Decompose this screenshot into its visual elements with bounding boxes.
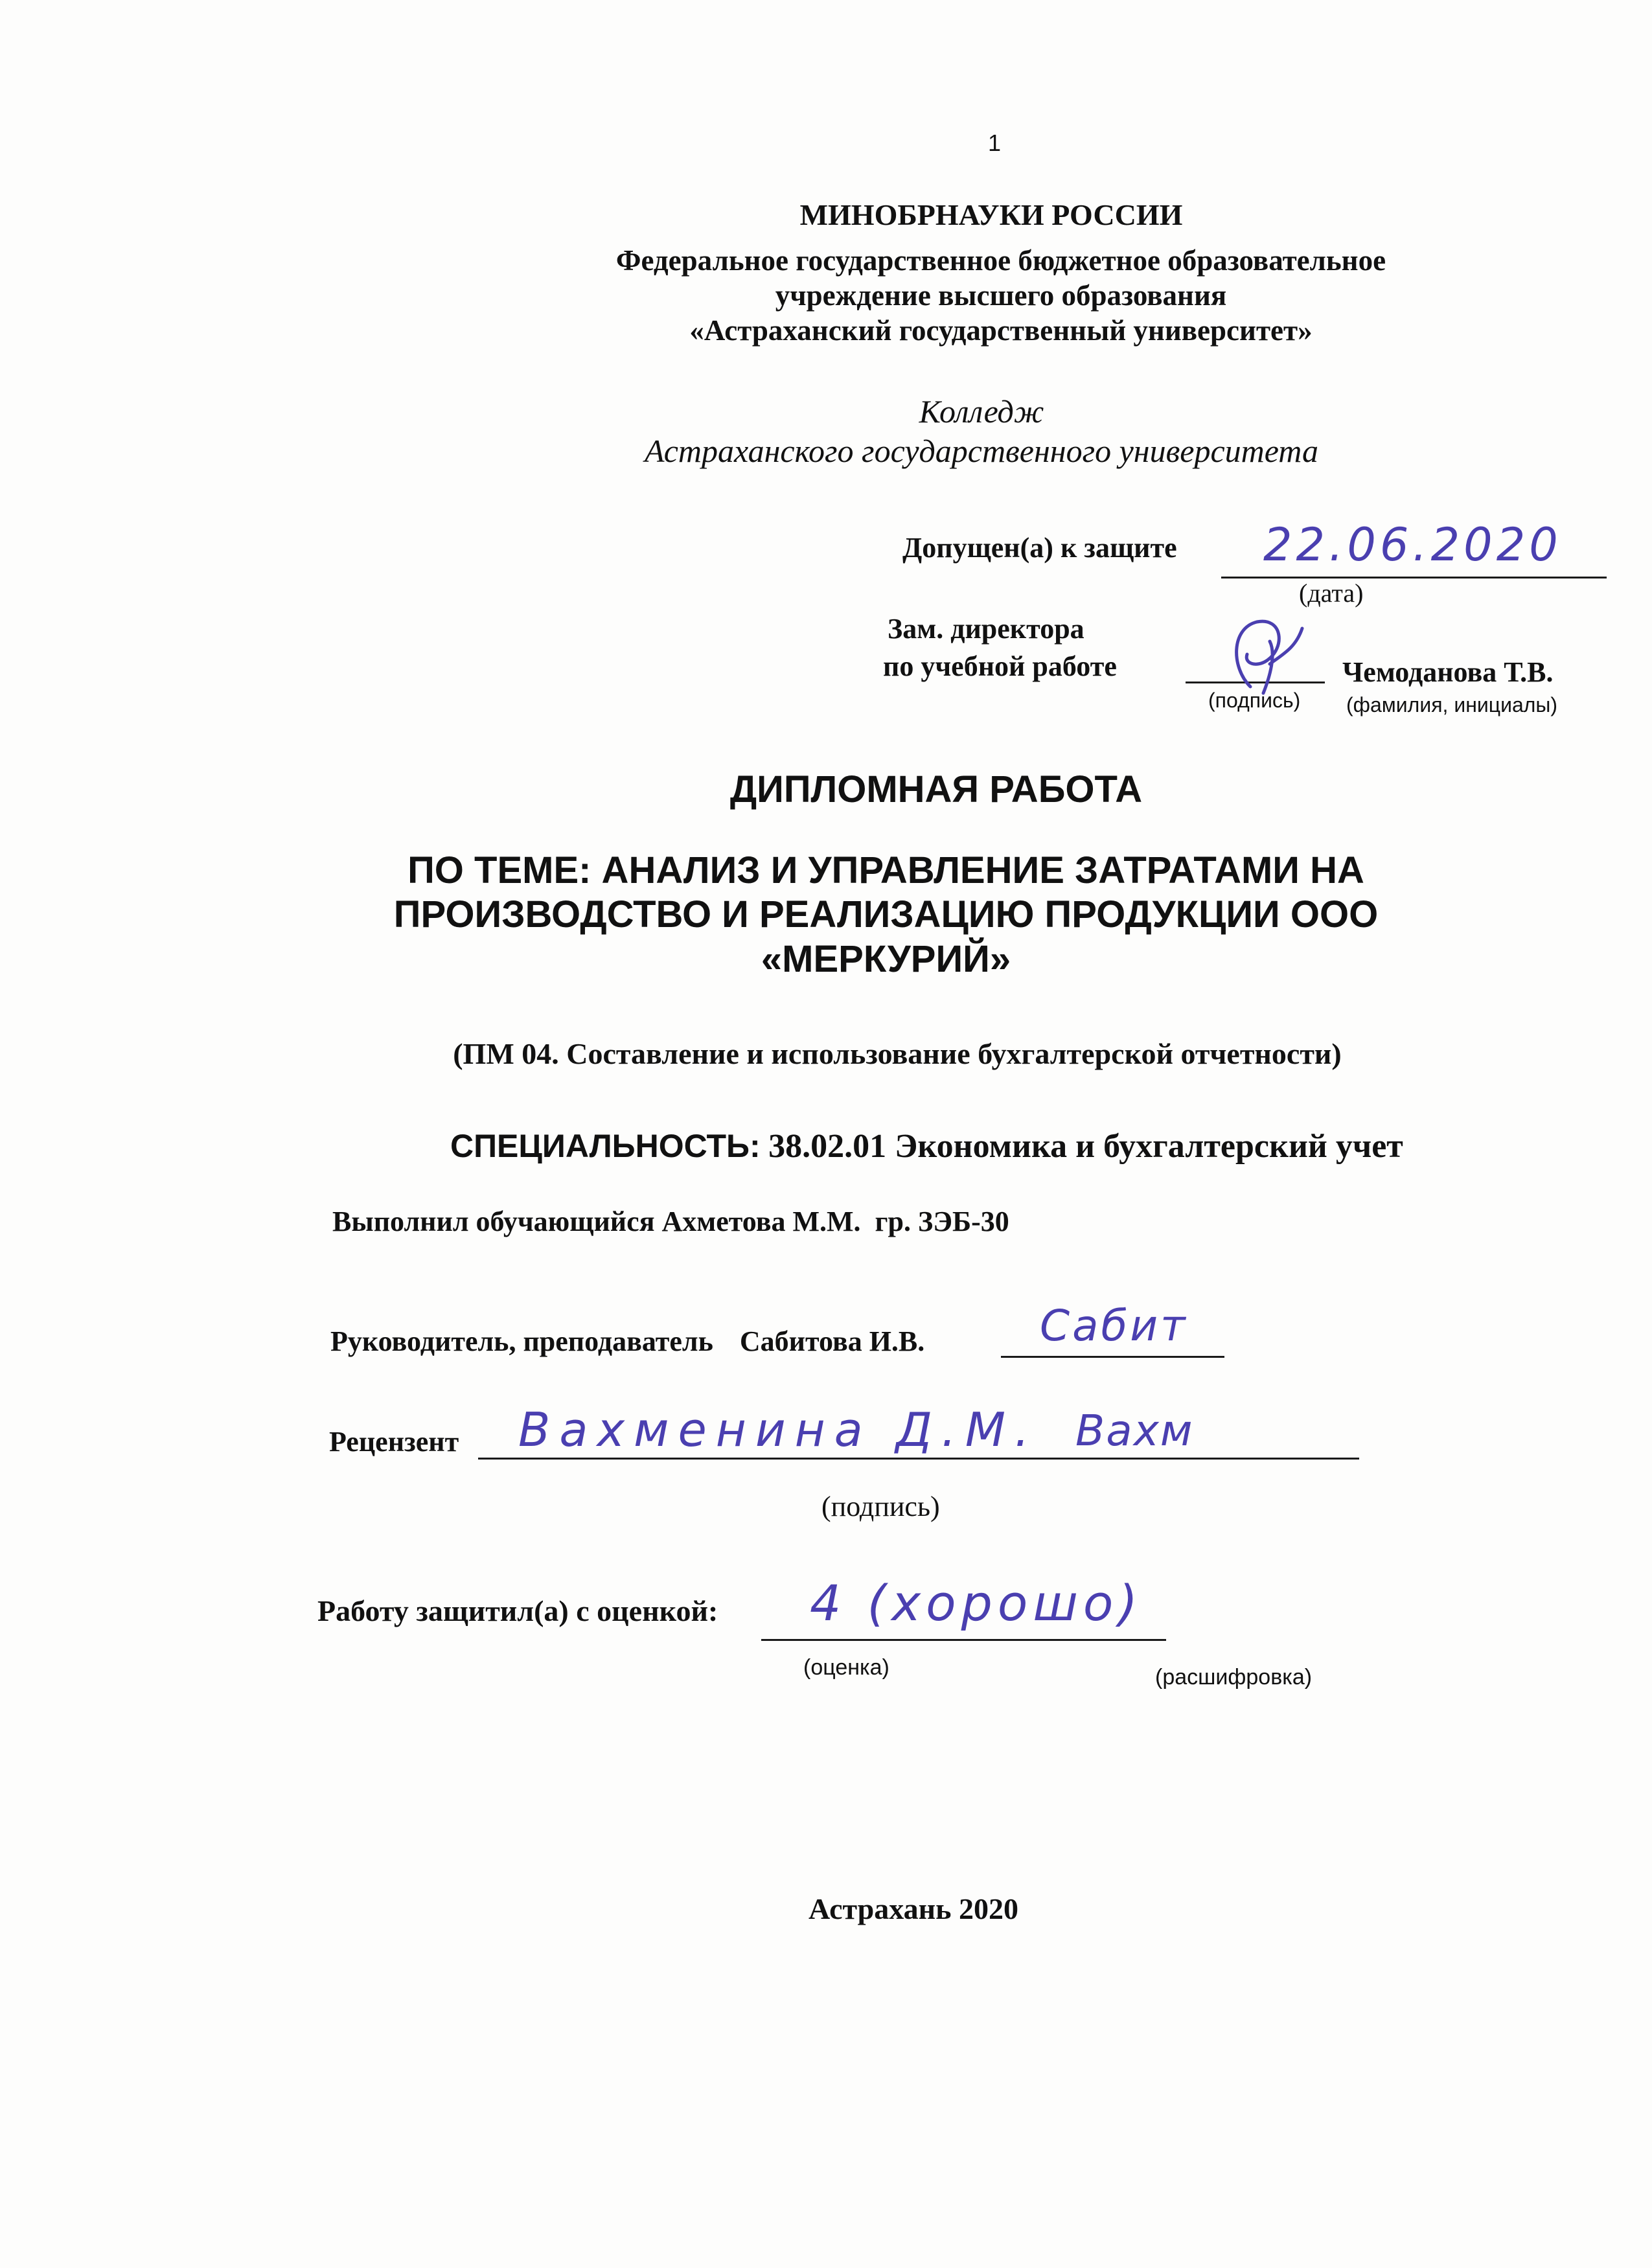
decode-caption: (расшифровка) [1155, 1665, 1313, 1690]
supervisor-signature: Сабит [1040, 1301, 1188, 1351]
deputy-signature [1205, 602, 1322, 700]
institution-block [0, 243, 1652, 348]
date-caption: (дата) [1299, 578, 1364, 608]
supervisor-row [330, 1325, 924, 1358]
supervisor-name: Сабитова И.В. [739, 1325, 925, 1357]
institution-line-2: учреждение высшего образования [775, 279, 1227, 312]
grade-caption: (оценка) [803, 1655, 889, 1680]
module-name: (ПМ 04. Составление и использование бухгалтерской отчетности) [453, 1037, 1342, 1070]
date-line [1221, 577, 1607, 578]
topic-block [0, 849, 1652, 981]
institution-line-1: Федеральное государственное бюджетное образовательное [615, 244, 1386, 277]
reviewer-name-handwritten: Вахменина Д.М. [518, 1403, 1038, 1457]
grade-handwritten: 4 (хорошо) [810, 1574, 1143, 1632]
topic-line-3: «МЕРКУРИЙ» [761, 937, 1011, 980]
signature-caption: (подпись) [1208, 689, 1301, 712]
student-line: Выполнил обучающийся Ахметова М.М. гр. ЗЭБ-30 [332, 1206, 1009, 1237]
deputy-title-line-2: по учебной работе [883, 650, 1117, 682]
college-block [0, 392, 1652, 471]
grade-line [761, 1639, 1166, 1641]
ministry-name: МИНОБРНАУКИ РОССИИ [799, 198, 1183, 231]
admission-label: Допущен(а) к защите [902, 532, 1177, 564]
name-caption: (фамилия, инициалы) [1346, 693, 1558, 716]
college-line-1: Колледж [919, 393, 1044, 430]
specialty-label: СПЕЦИАЛЬНОСТЬ: [450, 1128, 761, 1164]
topic-line-2: ПРОИЗВОДСТВО И РЕАЛИЗАЦИЮ ПРОДУКЦИИ ООО [393, 893, 1379, 936]
supervisor-signature-line [1001, 1356, 1224, 1358]
specialty-row [450, 1127, 1403, 1165]
reviewer-line [478, 1458, 1359, 1460]
deputy-title-line-1: Зам. директора [888, 613, 1084, 645]
reviewer-label: Рецензент [329, 1426, 459, 1458]
document-title: ДИПЛОМНАЯ РАБОТА [729, 768, 1143, 810]
topic-line-1: ПО ТЕМЕ: АНАЛИЗ И УПРАВЛЕНИЕ ЗАТРАТАМИ НА [407, 849, 1364, 891]
supervisor-label: Руководитель, преподаватель [330, 1325, 713, 1357]
specialty-value: 38.02.01 Экономика и бухгалтерский учет [768, 1128, 1403, 1165]
defense-label: Работу защитил(а) с оценкой: [317, 1594, 718, 1627]
college-line-2: Астраханского государственного университета [644, 433, 1319, 469]
admission-date-handwritten: 22.06.2020 [1263, 518, 1562, 571]
city-year: Астрахань 2020 [809, 1892, 1018, 1925]
deputy-name: Чемоданова Т.В. [1342, 656, 1554, 688]
reviewer-signature: Вахм [1075, 1406, 1194, 1456]
reviewer-caption: (подпись) [821, 1491, 940, 1522]
page-number: 1 [987, 130, 1002, 156]
institution-line-3: «Астраханский государственный университет» [689, 314, 1313, 347]
